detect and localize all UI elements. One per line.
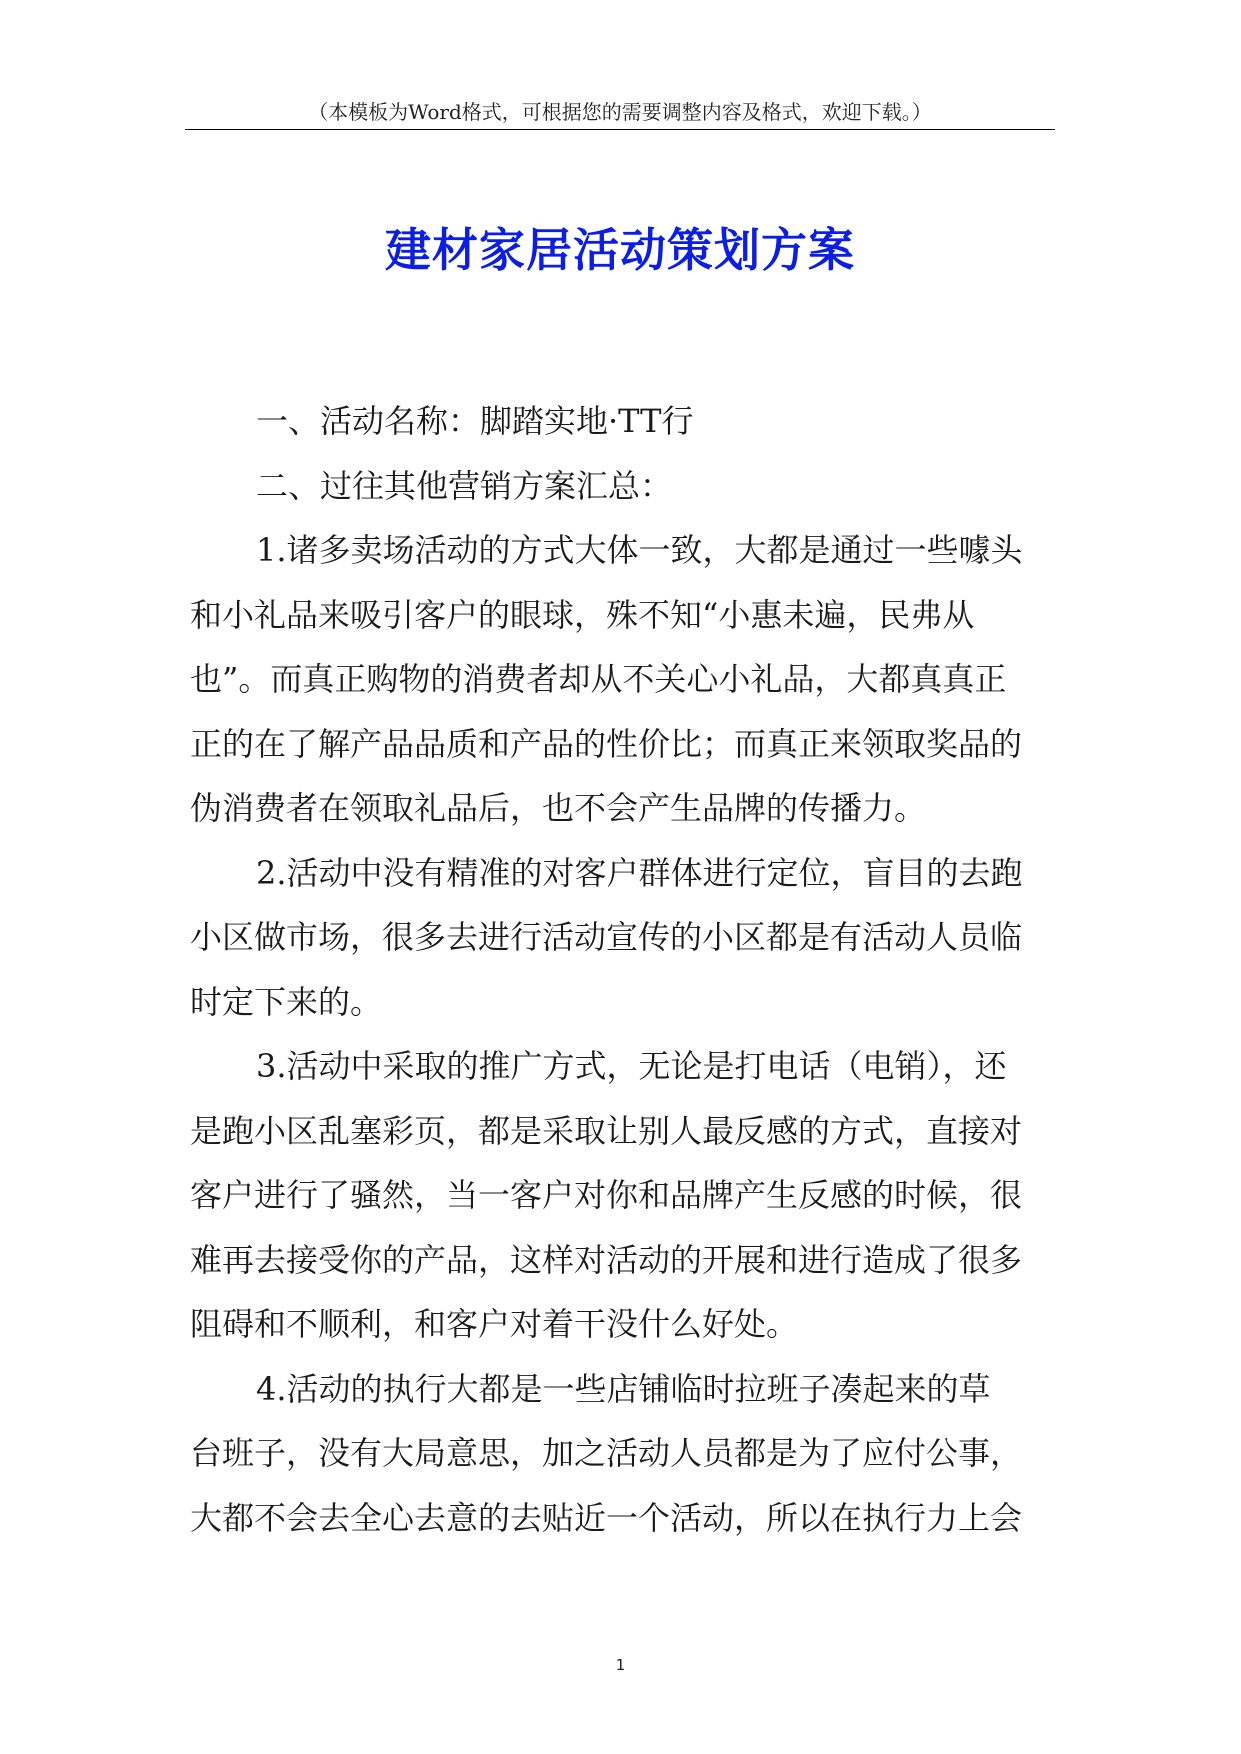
header-note: （本模板为Word格式，可根据您的需要调整内容及格式，欢迎下载。） bbox=[308, 100, 932, 124]
header-divider bbox=[185, 129, 1055, 130]
paragraph-line: 1.诸多卖场活动的方式大体一致，大都是通过一些噱头 bbox=[256, 531, 1023, 569]
paragraph-line: 客户进行了骚然，当一客户对你和品牌产生反感的时候，很 bbox=[190, 1176, 1023, 1214]
paragraph-line: 2.活动中没有精准的对客户群体进行定位，盲目的去跑 bbox=[256, 853, 1023, 892]
paragraph-line: 也”。而真正购物的消费者却从不关心小礼品，大都真真正 bbox=[190, 660, 1007, 698]
paragraph-line: 时定下来的。 bbox=[190, 982, 383, 1021]
paragraph-item-2 bbox=[190, 841, 1050, 1035]
paragraph-activity-name bbox=[190, 389, 1050, 454]
document-body bbox=[190, 389, 1050, 1550]
paragraph-line: 4.活动的执行大都是一些店铺临时拉班子凑起来的草 bbox=[256, 1369, 991, 1408]
paragraph-line: 阻碍和不顺利，和客户对着干没什么好处。 bbox=[190, 1305, 799, 1343]
paragraph-item-3 bbox=[190, 1034, 1050, 1357]
paragraph-line: 小区做市场，很多去进行活动宣传的小区都是有活动人员临 bbox=[190, 918, 1023, 956]
paragraph-line: 和小礼品来吸引客户的眼球，殊不知“小惠未遍，民弗从 bbox=[190, 595, 975, 634]
paragraph-line: 是跑小区乱塞彩页，都是采取让别人最反感的方式，直接对 bbox=[190, 1111, 1023, 1150]
paragraph-line: 伪消费者在领取礼品后，也不会产生品牌的传播力。 bbox=[190, 789, 927, 827]
page-number: 1 bbox=[615, 1656, 626, 1674]
paragraph-line: 一、活动名称：脚踏实地·TT行 bbox=[256, 402, 694, 440]
document-title: 建材家居活动策划方案 bbox=[385, 223, 855, 277]
paragraph-item-4 bbox=[190, 1357, 1050, 1551]
paragraph-line: 台班子，没有大局意思，加之活动人员都是为了应付公事， bbox=[190, 1434, 1023, 1472]
paragraph-item-1 bbox=[190, 518, 1050, 841]
paragraph-line: 3.活动中采取的推广方式，无论是打电话（电销），还 bbox=[256, 1047, 1007, 1085]
paragraph-line: 二、过往其他营销方案汇总： bbox=[256, 466, 673, 505]
paragraph-line: 大都不会去全心去意的去贴近一个活动，所以在执行力上会 bbox=[190, 1498, 1023, 1537]
paragraph-line: 难再去接受你的产品，这样对活动的开展和进行造成了很多 bbox=[190, 1240, 1023, 1279]
paragraph-line: 正的在了解产品品质和产品的性价比；而真正来领取奖品的 bbox=[190, 724, 1023, 763]
paragraph-past-plans-heading bbox=[190, 454, 1050, 519]
